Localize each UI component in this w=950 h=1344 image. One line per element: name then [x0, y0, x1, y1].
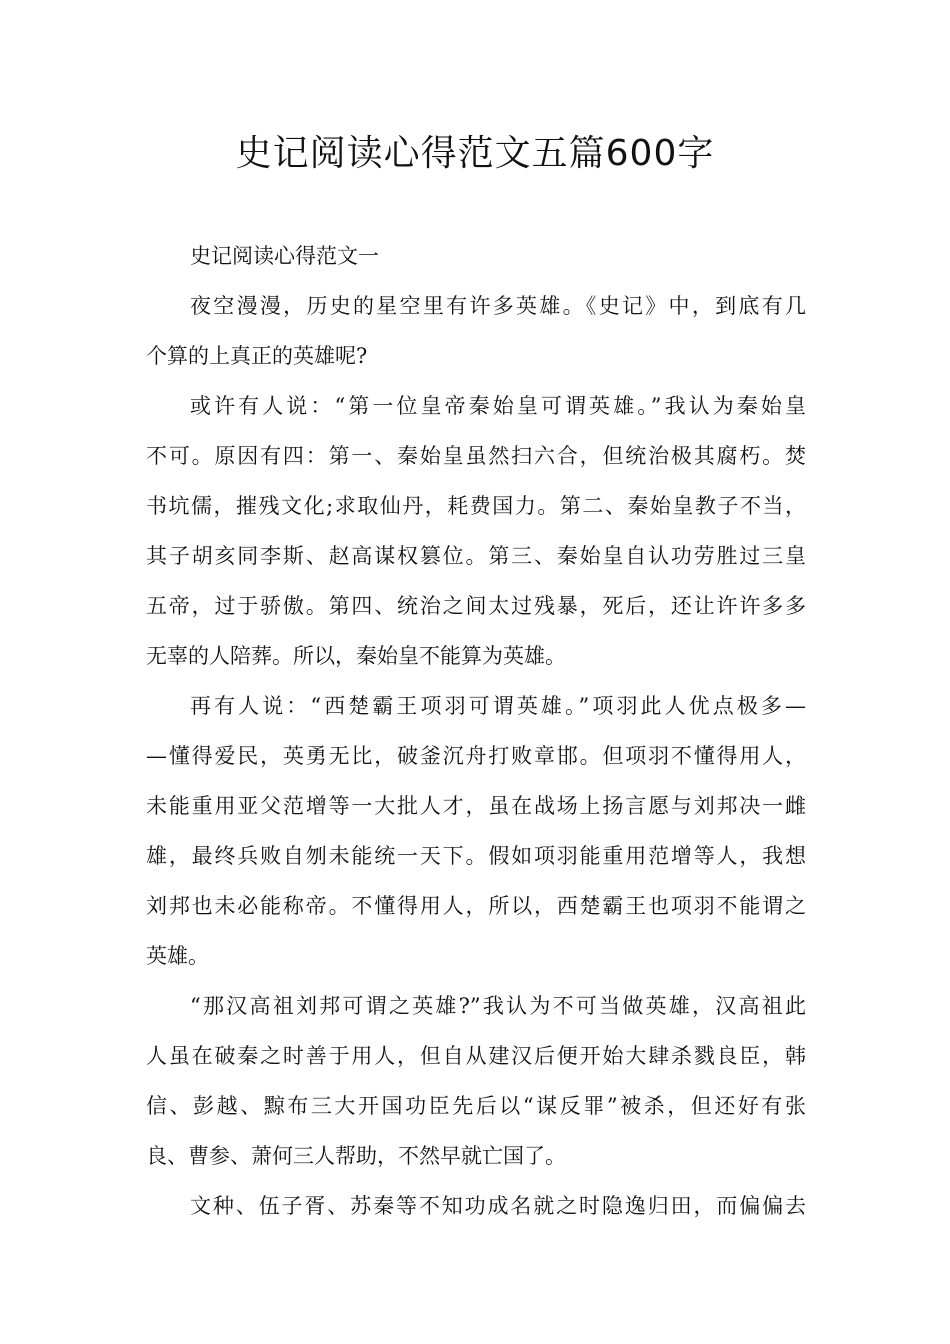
text-line: 未能重用亚父范增等一大批人才，虽在战场上扬言愿与刘邦决一雌	[146, 794, 806, 818]
text-line: “那汉高祖刘邦可谓之英雄?”我认为不可当做英雄，汉高祖此	[190, 994, 806, 1018]
text-line: 五帝，过于骄傲。第四、统治之间太过残暴，死后，还让许许多多	[146, 594, 806, 618]
text-line: 夜空漫漫，历史的星空里有许多英雄。《史记》中，到底有几	[190, 294, 806, 318]
text-line: 个算的上真正的英雄呢?	[146, 344, 368, 368]
text-line: 其子胡亥同李斯、赵高谋权篡位。第三、秦始皇自认功劳胜过三皇	[146, 544, 806, 568]
text-line: 信、彭越、黥布三大开国功臣先后以“谋反罪”被杀，但还好有张	[146, 1094, 806, 1118]
text-line: 刘邦也未必能称帝。不懂得用人，所以，西楚霸王也项羽不能谓之	[146, 894, 806, 918]
text-line: 或许有人说：“第一位皇帝秦始皇可谓英雄。”我认为秦始皇	[190, 394, 806, 418]
text-line: 无辜的人陪葬。所以，秦始皇不能算为英雄。	[146, 644, 566, 668]
text-line: 雄，最终兵败自刎未能统一天下。假如项羽能重用范增等人，我想	[146, 844, 806, 868]
text-line: 良、曹参、萧何三人帮助，不然早就亡国了。	[146, 1144, 566, 1168]
text-line: 史记阅读心得范文一	[190, 244, 379, 268]
text-line: 再有人说：“西楚霸王项羽可谓英雄。”项羽此人优点极多—	[190, 694, 806, 718]
text-line: 书坑儒，摧残文化;求取仙丹，耗费国力。第二、秦始皇教子不当，	[146, 494, 806, 518]
text-line: 英雄。	[146, 944, 209, 968]
document-body	[146, 231, 806, 1231]
text-line: 不可。原因有四：第一、秦始皇虽然扫六合，但统治极其腐朽。焚	[146, 444, 806, 468]
text-line: —懂得爱民，英勇无比，破釜沉舟打败章邯。但项羽不懂得用人，	[146, 744, 806, 768]
text-line: 人虽在破秦之时善于用人，但自从建汉后便开始大肆杀戮良臣，韩	[146, 1044, 806, 1068]
document-title: 史记阅读心得范文五篇600字	[235, 133, 715, 174]
text-line: 文种、伍子胥、苏秦等不知功成名就之时隐逸归田，而偏偏去	[190, 1194, 806, 1218]
